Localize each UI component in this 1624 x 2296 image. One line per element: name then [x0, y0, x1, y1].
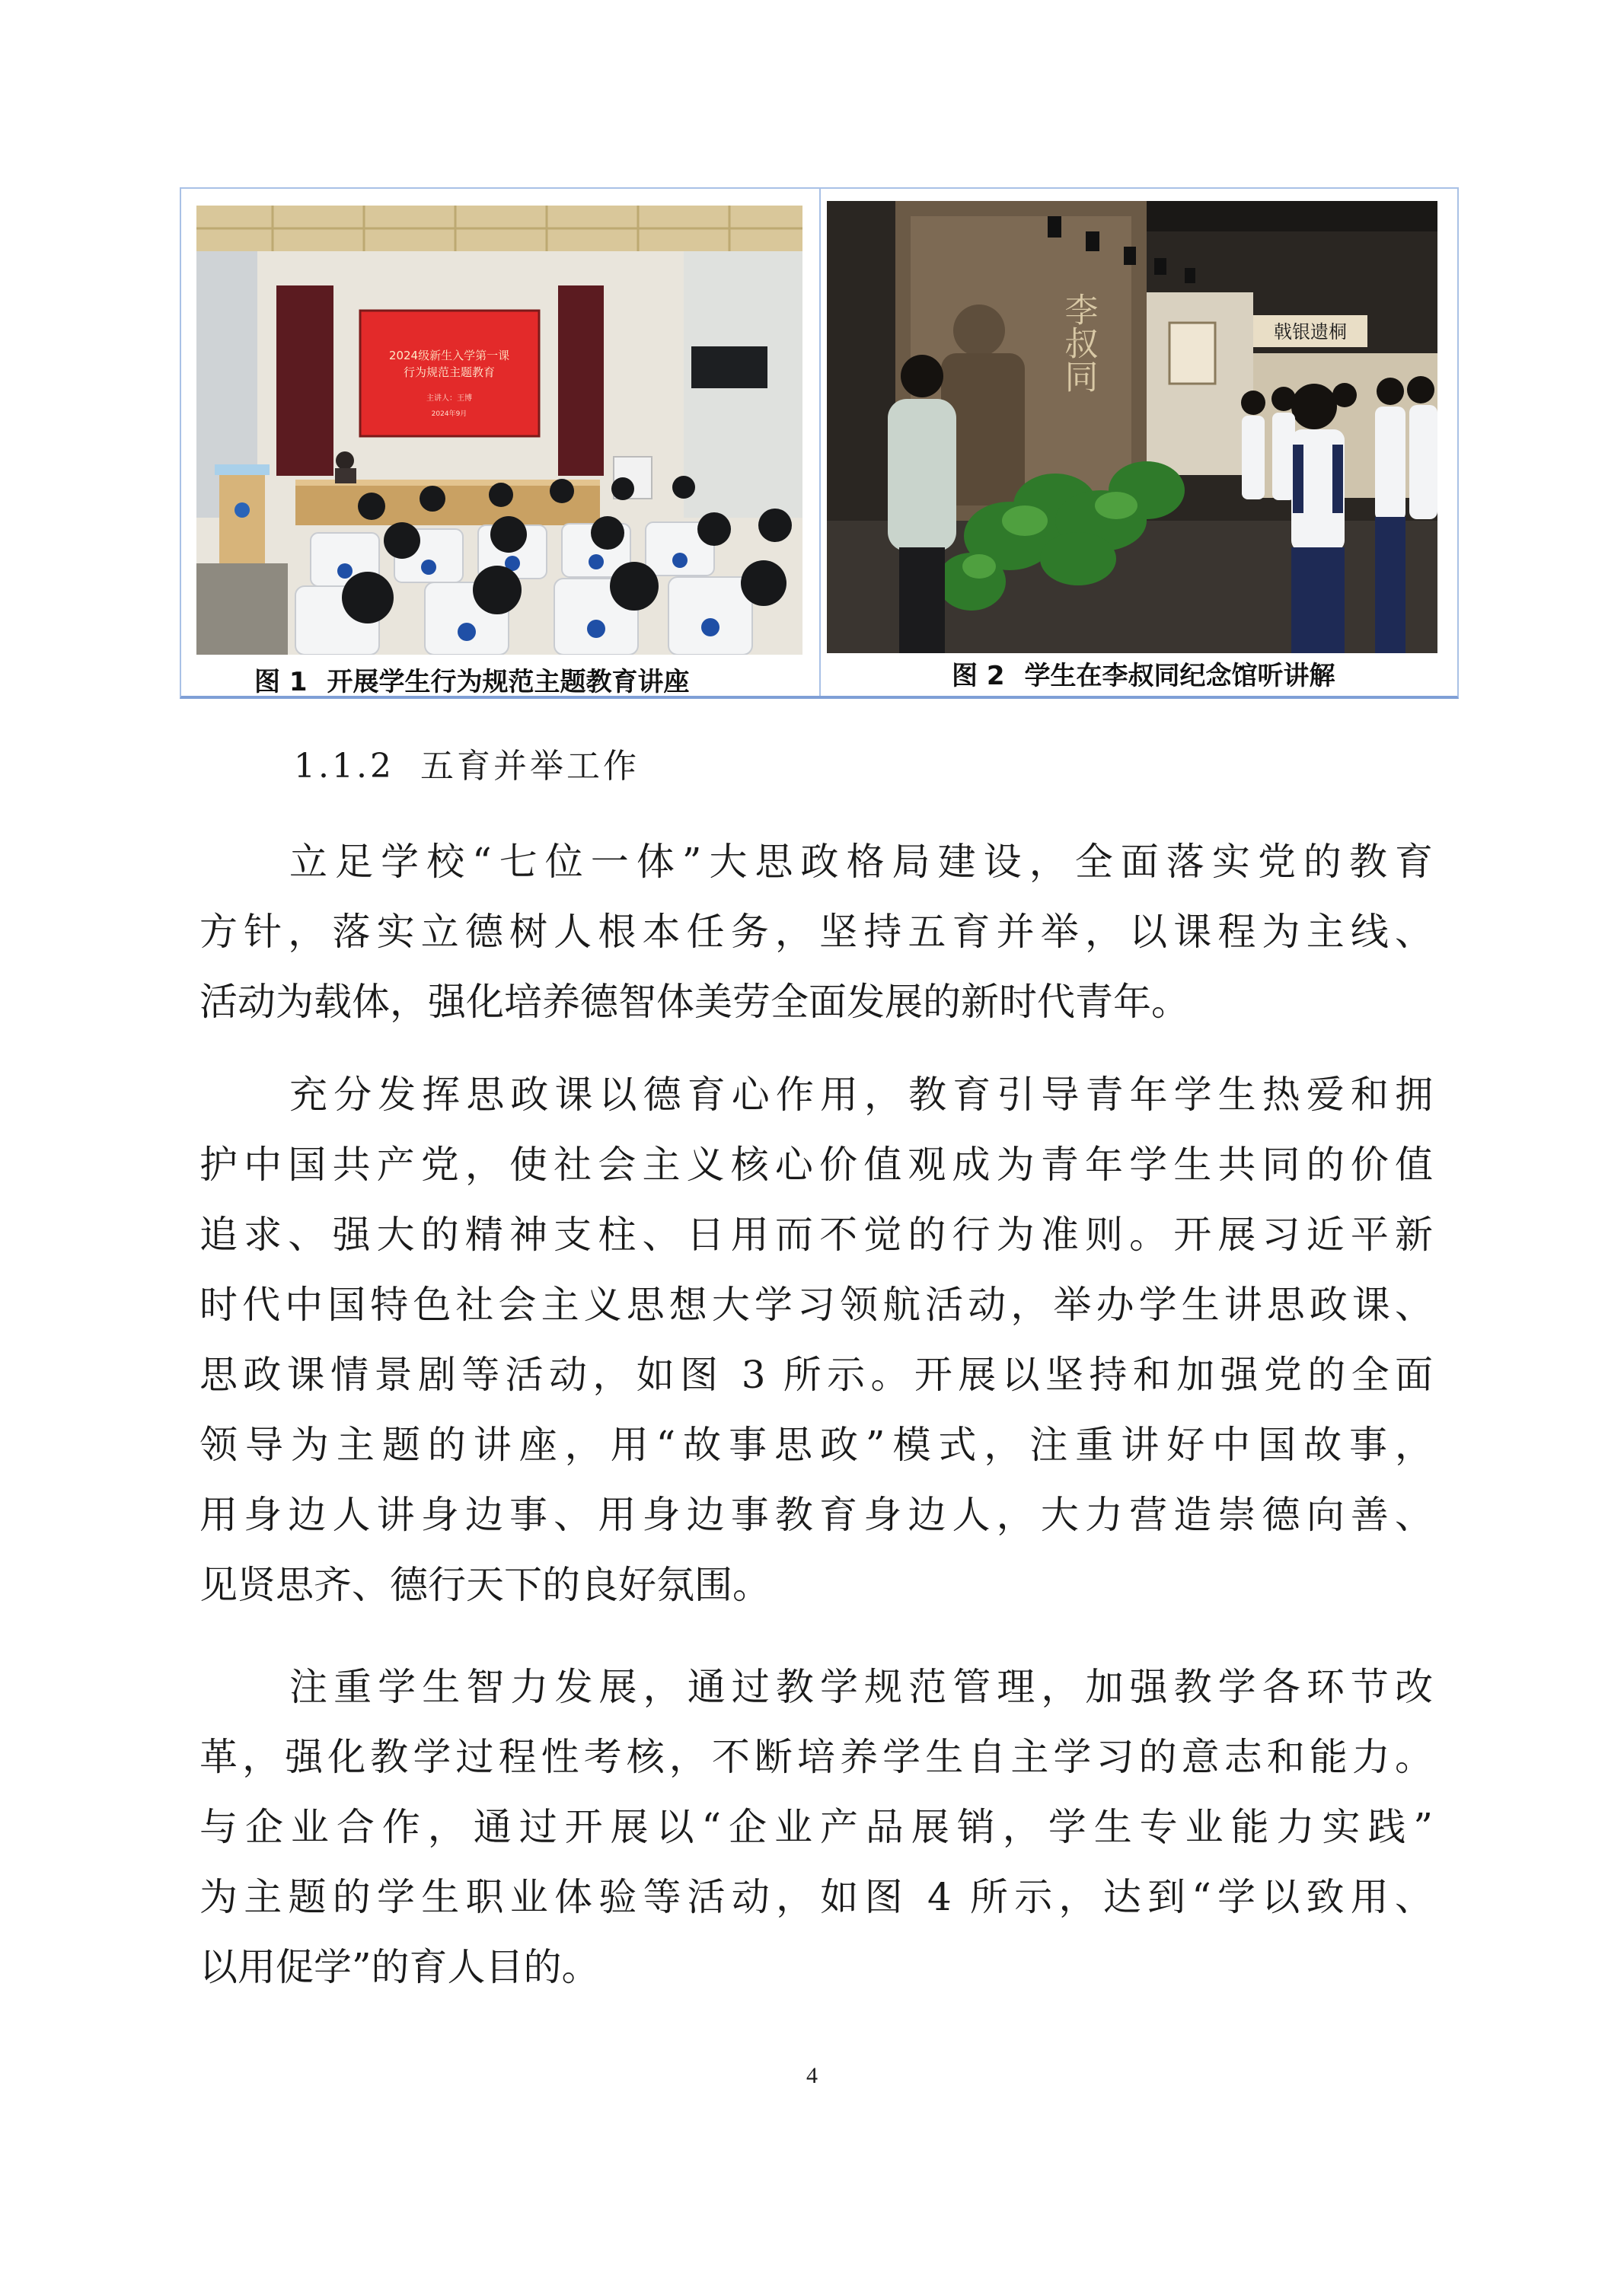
plaque-text: 戟银遗桐 [1274, 321, 1347, 343]
paragraph-line: 为主题的学生职业体验等活动，如图 4 所示，达到“学以致用、 [199, 1875, 1433, 1919]
screen-date: 2024年9月 [431, 410, 467, 418]
memorial-photo [827, 201, 1437, 653]
lecture-photo [196, 206, 802, 655]
figure-1-caption [254, 661, 690, 698]
figure-1-text: 开展学生行为规范主题教育讲座 [327, 667, 690, 697]
screen-speaker: 主讲人：王博 [426, 394, 472, 403]
paragraph-3 [199, 1652, 1433, 2002]
paragraph-line: 护中国共产党，使社会主义核心价值观成为青年学生共同的价值 [199, 1143, 1433, 1187]
figure-1-number: 图 1 [254, 667, 308, 697]
paragraph-line: 思政课情景剧等活动，如图 3 所示。开展以坚持和加强党的全面 [199, 1353, 1433, 1397]
paragraph-2 [199, 1060, 1433, 1620]
page-number: 4 [806, 2063, 818, 2088]
figure-2-text: 学生在李叔同纪念馆听讲解 [1024, 661, 1335, 691]
section-heading [294, 738, 640, 787]
paragraph-line: 时代中国特色社会主义思想大学习领航活动，举办学生讲思政课、 [199, 1283, 1433, 1327]
paragraph-line: 领导为主题的讲座，用“故事思政”模式，注重讲好中国故事， [199, 1423, 1433, 1467]
paragraph-line: 用身边人讲身边事、用身边事教育身边人，大力营造崇德向善、 [199, 1493, 1433, 1537]
paragraph-line: 追求、强大的精神支柱、日用而不觉的行为准则。开展习近平新 [199, 1213, 1433, 1257]
paragraph-line: 充分发挥思政课以德育心作用，教育引导青年学生热爱和拥 [289, 1073, 1433, 1117]
paragraph-1 [199, 827, 1433, 1037]
section-title: 五育并举工作 [420, 747, 640, 786]
screen-title-2: 行为规范主题教育 [403, 365, 496, 379]
calligraphy-text: 李叔同 [1058, 292, 1098, 393]
section-number: 1.1.2 [294, 747, 394, 786]
figure-divider [819, 189, 821, 696]
paragraph-line: 立足学校“七位一体”大思政格局建设，全面落实党的教育 [289, 840, 1433, 884]
screen-title-1: 2024级新生入学第一课 [388, 349, 510, 362]
figure-2-caption [952, 655, 1335, 692]
figure-table [180, 187, 1459, 699]
paragraph-line: 注重学生智力发展，通过教学规范管理，加强教学各环节改 [289, 1665, 1433, 1709]
paragraph-line: 以用促学”的育人目的。 [199, 1945, 600, 1989]
paragraph-line: 活动为载体，强化培养德智体美劳全面发展的新时代青年。 [199, 980, 1189, 1024]
paragraph-line: 见贤思齐、德行天下的良好氛围。 [199, 1563, 771, 1607]
figure-2-number: 图 2 [952, 661, 1005, 691]
paragraph-line: 革，强化教学过程性考核，不断培养学生自主学习的意志和能力。 [199, 1735, 1433, 1779]
paragraph-line: 与企业合作，通过开展以“企业产品展销，学生专业能力实践” [199, 1805, 1433, 1849]
paragraph-line: 方针，落实立德树人根本任务，坚持五育并举，以课程为主线、 [199, 910, 1433, 954]
